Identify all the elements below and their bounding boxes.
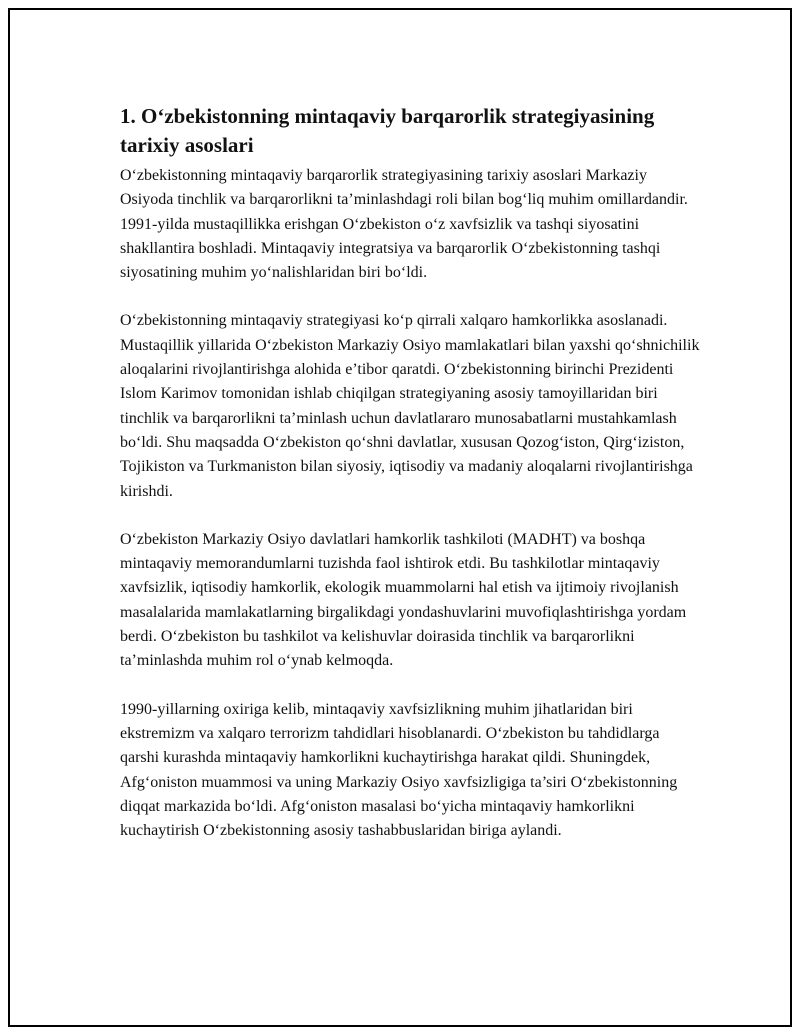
document-body	[120, 102, 700, 843]
paragraph-2: O‘zbekistonning mintaqaviy strategiyasi ko‘p qirrali xalqaro hamkorlikka asoslanadi. Mustaqillik yillarida O‘zbekiston Markaziy Osiyo mamlakatlari bilan yaxshi qo‘shnichilik aloqalarini rivojlantirishga alohida e’tibor qaratdi. O‘zbekistonning birinchi Prezidenti Islom Karimov tomonidan ishlab chiqilgan strategiyaning asosiy tamoyillaridan biri tinchlik va barqarorlikni ta’minlash uchun davlatlararo munosabatlarni mustahkamlash bo‘ldi. Shu maqsadda O‘zbekiston qo‘shni davlatlar, xususan Qozog‘iston, Qirg‘iziston, Tojikiston va Turkmaniston bilan siyosiy, iqtisodiy va madaniy aloqalarni rivojlantirishga kirishdi.	[120, 312, 700, 500]
paragraph-3: O‘zbekiston Markaziy Osiyo davlatlari hamkorlik tashkiloti (MADHT) va boshqa mintaqaviy memorandumlarni tuzishda faol ishtirok etdi. Bu tashkilotlar mintaqaviy xavfsizlik, iqtisodiy hamkorlik, ekologik muammolarni hal etish va ijtimoiy rivojlanish masalalarida mamlakatlarning birgalikdagi yondashuvlarini muvofiqlashtirishga yordam berdi. O‘zbekiston bu tashkilot va kelishuvlar doirasida tinchlik va barqarorlikni ta’minlashda muhim rol o‘ynab kelmoqda.	[120, 530, 687, 670]
paragraph-4: 1990-yillarning oxiriga kelib, mintaqaviy xavfsizlikning muhim jihatlaridan biri ekstremizm va xalqaro terrorizm tahdidlari hisoblanardi. O‘zbekiston bu tahdidlarga qarshi kurashda mintaqaviy hamkorlikni kuchaytirishga harakat qildi. Shuningdek, Afg‘oniston muammosi va uning Markaziy Osiyo xavfsizligiga ta’siri O‘zbekistonning diqqat markazida bo‘ldi. Afg‘oniston masalasi bo‘yicha mintaqaviy hamkorlikni kuchaytirish O‘zbekistonning asosiy tashabbuslaridan biriga aylandi.	[120, 700, 678, 840]
section-heading: 1. O‘zbekistonning mintaqaviy barqarorlik strategiyasining tarixiy asoslari	[120, 104, 655, 157]
page-frame	[8, 8, 792, 1027]
paragraph-1: O‘zbekistonning mintaqaviy barqarorlik strategiyasining tarixiy asoslari Markaziy Osiyoda tinchlik va barqarorlikni ta’minlashdagi roli bilan bog‘liq muhim omillardandir. 1991-yilda mustaqillikka erishgan O‘zbekiston o‘z xavfsizlik va tashqi siyosatini shakllantira boshladi. Mintaqaviy integratsiya va barqarorlik O‘zbekistonning tashqi siyosatining muhim yo‘nalishlaridan biri bo‘ldi.	[120, 167, 688, 282]
